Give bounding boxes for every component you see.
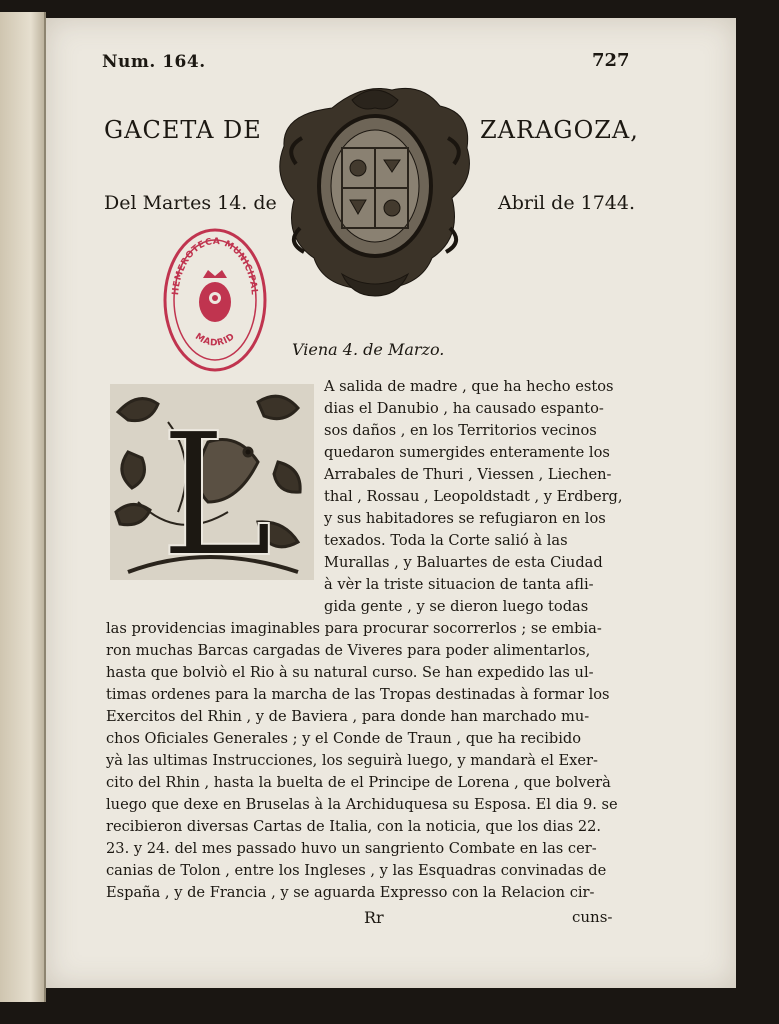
article-line: hasta que bolviò el Rio à su natural curso. Se han expedido las ul- bbox=[106, 664, 594, 681]
article-line: timas ordenes para la marcha de las Tropas destinadas à formar los bbox=[106, 686, 610, 703]
article-line: España , y de Francia , y se aguarda Expresso con la Relacion cir- bbox=[106, 884, 595, 901]
article-line: thal , Rossau , Leopoldstadt , y Erdberg, bbox=[324, 488, 623, 505]
article-line: sos daños , en los Territorios vecinos bbox=[324, 422, 597, 439]
article-line: quedaron sumergides enteramente los bbox=[324, 444, 610, 461]
catchword: cuns- bbox=[572, 908, 613, 926]
article-line: y sus habitadores se refugiaron en los bbox=[324, 510, 606, 527]
article-line: ron muchas Barcas cargadas de Viveres para poder alimentarlos, bbox=[106, 642, 591, 659]
issue-number: Num. 164. bbox=[102, 52, 206, 72]
article-line: cito del Rhin , hasta la buelta de el Principe de Lorena , que bolverà bbox=[106, 774, 611, 791]
royal-coat-of-arms-icon bbox=[272, 78, 478, 298]
masthead-right: ZARAGOZA, bbox=[480, 116, 639, 144]
issue-date-right: Abril de 1744. bbox=[498, 192, 635, 214]
article-line: à vèr la triste situacion de tanta afli- bbox=[324, 576, 594, 593]
article-line: gida gente , y se dieron luego todas bbox=[324, 598, 589, 615]
article-line: dias el Danubio , ha causado espanto- bbox=[324, 400, 604, 417]
dateline: Viena 4. de Marzo. bbox=[292, 340, 445, 359]
stamp-text-bottom: MADRID bbox=[193, 331, 237, 349]
article-line: A salida de madre , que ha hecho estos bbox=[324, 378, 614, 395]
masthead-left: GACETA DE bbox=[104, 116, 262, 144]
article-line: las providencias imaginables para procurar socorrerlos ; se embia- bbox=[106, 620, 602, 637]
library-seal-icon bbox=[162, 226, 268, 374]
signature-mark: Rr bbox=[364, 908, 384, 927]
article-line: chos Oficiales Generales ; y el Conde de Traun , que ha recibido bbox=[106, 730, 582, 747]
article-line: recibieron diversas Cartas de Italia, con la noticia, que los dias 22. bbox=[106, 818, 602, 835]
svg-text:MADRID bbox=[193, 332, 237, 349]
article-line: Murallas , y Baluartes de esta Ciudad bbox=[324, 554, 603, 571]
gazette-page bbox=[46, 18, 736, 988]
adjacent-page-edge bbox=[0, 12, 46, 1002]
article-line: Exercitos del Rhin , y de Baviera , para donde han marchado mu- bbox=[106, 708, 590, 725]
article-line: Arrabales de Thuri , Viessen , Liechen- bbox=[324, 466, 612, 483]
article-line: 23. y 24. del mes passado huvo un sangriento Combate en las cer- bbox=[106, 840, 597, 857]
page-number: 727 bbox=[592, 50, 630, 71]
article-line: yà las ultimas Instrucciones, los seguirà luego, y mandarà el Exer- bbox=[106, 752, 598, 769]
article-line: canias de Tolon , entre los Ingleses , y las Esquadras convinadas de bbox=[106, 862, 607, 879]
decorated-initial bbox=[108, 382, 316, 582]
issue-date-left: Del Martes 14. de bbox=[104, 192, 277, 214]
stamp-text-top: HEMEROTECA MUNICIPAL bbox=[171, 236, 259, 296]
article-line: luego que dexe en Bruselas à la Archiduquesa su Esposa. El dia 9. se bbox=[106, 796, 618, 813]
initial-letter: L bbox=[160, 397, 273, 582]
article-line: texados. Toda la Corte salió à las bbox=[324, 532, 568, 549]
